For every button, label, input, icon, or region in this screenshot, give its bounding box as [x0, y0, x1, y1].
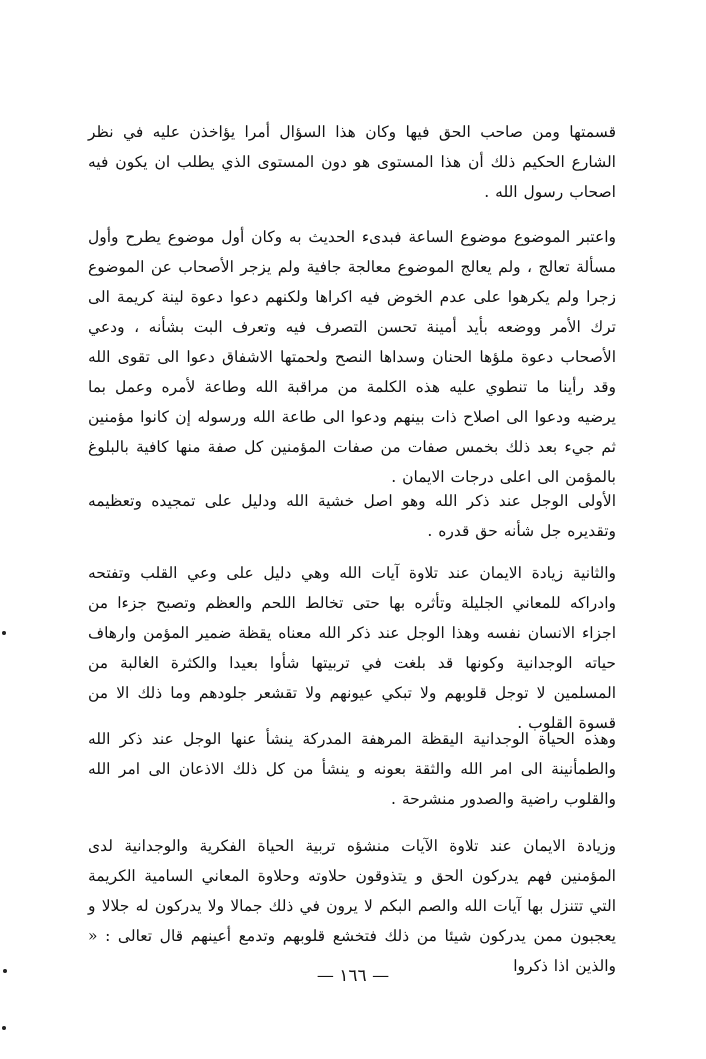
- scan-speck: [3, 969, 7, 973]
- paragraph-2: واعتبر الموضوع موضوع الساعة فبدىء الحديث به وكان أول موضوع يطرح وأول مسألة تعالج ، ولم يعالج الموضوع معالجة جافية ولم يزجر الأصحاب عن الموضوع زجرا ولم يكرهوا على عدم الخوض فيه اكراها ولكنهم دعوا دعوة لينة كريمة الى ترك الأمر ووضعه بأيد أمينة تحسن التصرف فيه وتعرف البت بشأنه ، ودعي الأصحاب دعوة ملؤها الحنان وسداها النصح ولحمتها الاشفاق دعوا الى تقوى الله وقد رأينا ما تنطوي عليه هذه الكلمة من مراقبة الله وطاعة لأمره وعمل بما يرضيه ودعوا الى اصلاح ذات بينهم ودعوا الى طاعة الله ورسوله إن كانوا مؤمنين ثم جيء بعد ذلك بخمس صفات من صفات المؤمنين كل صفة منها كافية بالبلوغ بالمؤمن الى اعلى درجات الايمان .: [88, 228, 616, 486]
- paragraph-5: وهذه الحياة الوجدانية اليقظة المرهفة المدركة ينشأ عنها الوجل عند ذكر الله والطمأنينة الى امر الله والثقة بعونه و ينشأ من كل ذلك الاذعان الى امر الله والقلوب راضية والصدور منشرحة .: [88, 730, 616, 808]
- paragraph-6: وزيادة الايمان عند تلاوة الآيات منشؤه تربية الحياة الفكرية والوجدانية لدى المؤمنين فهم يدركون الحق و يتذوقون حلاوته وحلاوة المعاني السامية الكريمة التي تتنزل بها آيات الله والصم البكم لا يرون في ذلك جمالا ولا يدركون له جلالا و يعجبون ممن يدركون شيئا من ذلك فتخشع قلوبهم وتدمع أعينهم قال تعالى : « والذين اذا ذكروا: [88, 837, 616, 975]
- paragraph-1: قسمتها ومن صاحب الحق فيها وكان هذا السؤال أمرا يؤاخذن عليه في نظر الشارع الحكيم ذلك أن هذا المستوى هو دون المستوى الذي يطلب ان يكون فيه اصحاب رسول الله .: [88, 123, 616, 201]
- paragraph-4: والثانية زيادة الايمان عند تلاوة آيات الله وهي دليل على وعي القلب وتفتحه وادراكه للمعاني الجليلة وتأثره بها حتى تخالط اللحم والعظم وتصبح جزءا من اجزاء الانسان نفسه وهذا الوجل عند ذكر الله معناه يقظة ضمير المؤمن وارهاف حياته الوجدانية وكونها قد بلغت في تربيتها شأوا بعيدا والكثرة الغالبة من المسلمين لا توجل قلوبهم ولا تبكي عيونهم ولا تقشعر جلودهم وما ذلك الا من قسوة القلوب .: [88, 564, 616, 732]
- scan-speck: [2, 1026, 6, 1030]
- paragraph-3: الأولى الوجل عند ذكر الله وهو اصل خشية الله ودليل على تمجيده وتعظيمه وتقديره جل شأنه حق قدره .: [88, 492, 616, 540]
- page-number: — ١٦٦ —: [316, 966, 390, 986]
- scan-speck: [2, 631, 6, 635]
